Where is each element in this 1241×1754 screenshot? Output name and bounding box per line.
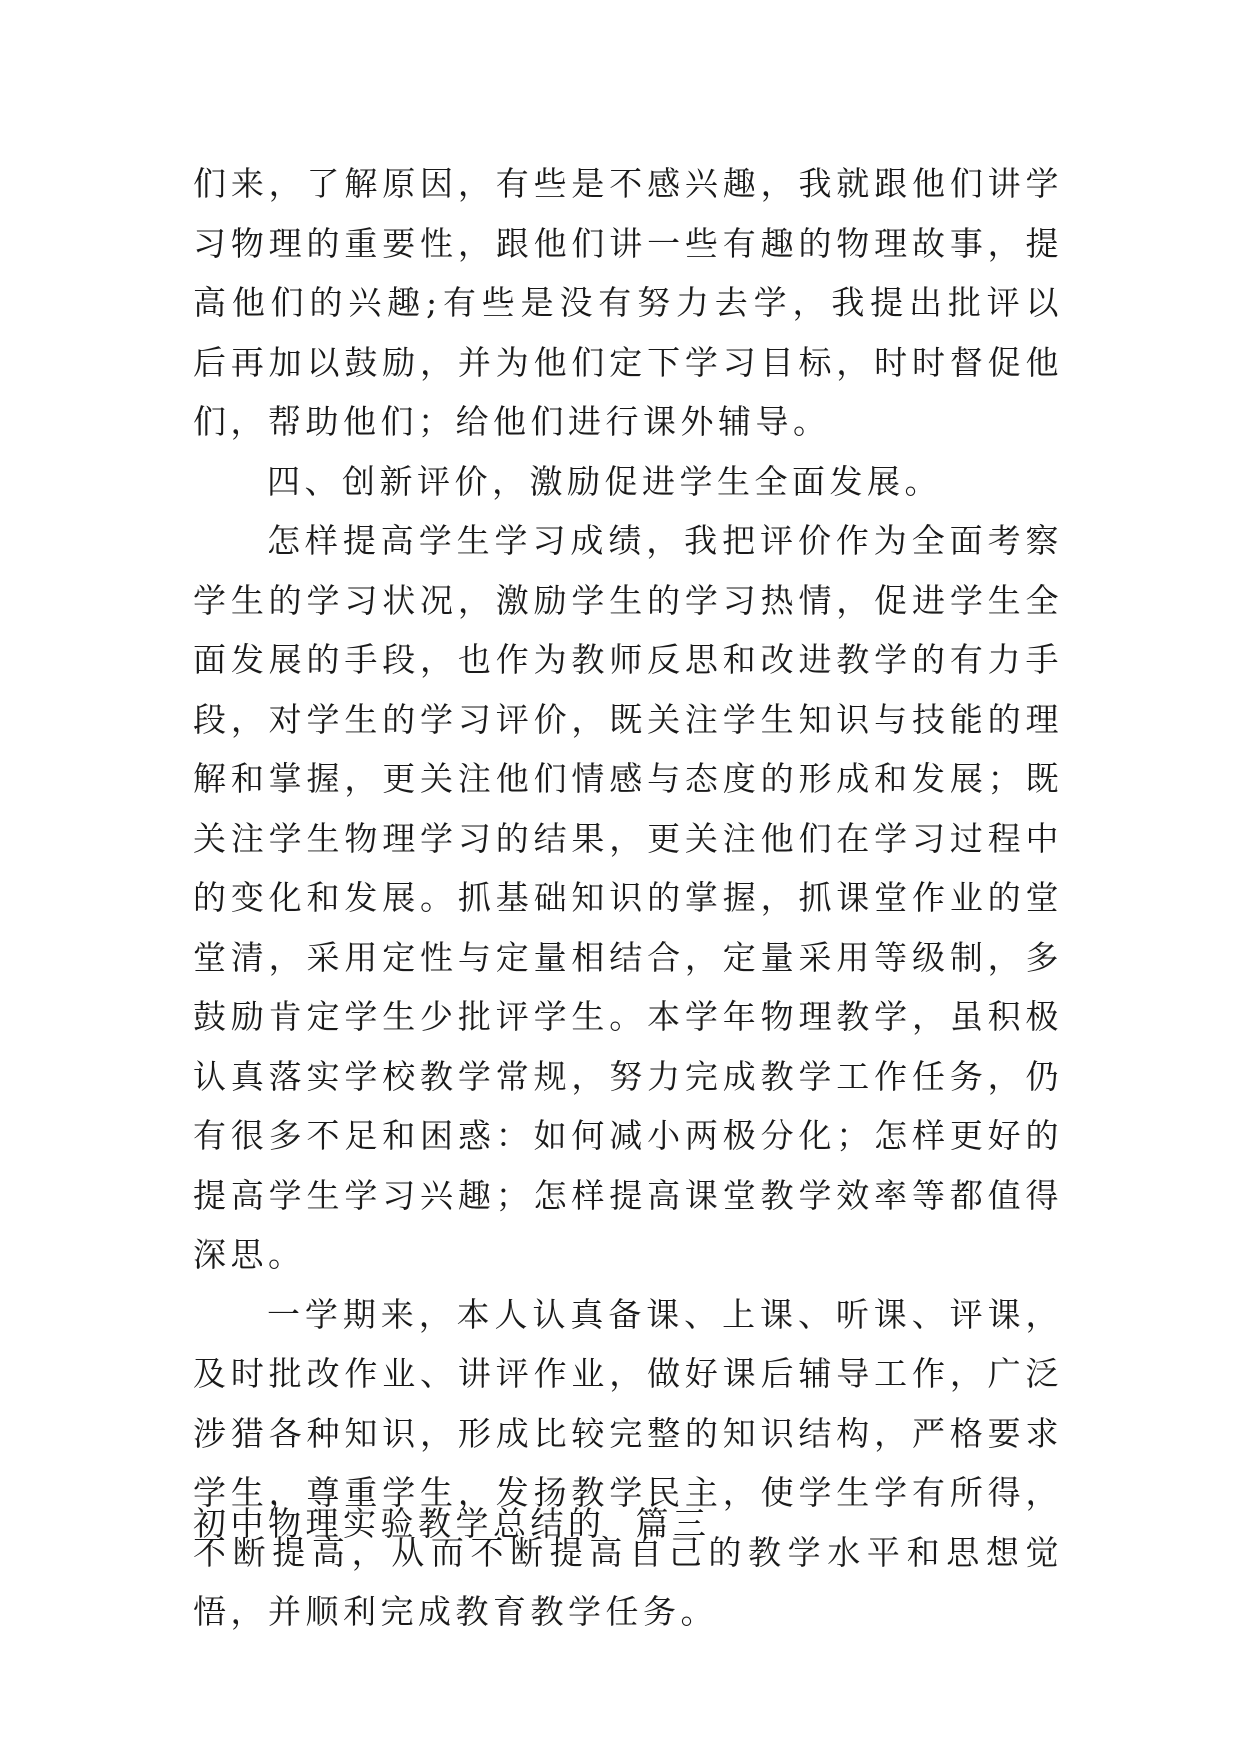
section-four-heading: 四、创新评价，激励促进学生全面发展。 (267, 461, 942, 501)
document-body (193, 154, 1063, 1642)
paragraph-continuation: 们来，了解原因，有些是不感兴趣，我就跟他们讲学习物理的重要性，跟他们讲一些有趣的物理故事，提高他们的兴趣;有些是没有努力去学，我提出批评以后再加以鼓励，并为他们定下学习目标，时时督促他们，帮助他们；给他们进行课外辅导。 (193, 164, 1063, 441)
paragraph-evaluation: 怎样提高学生学习成绩，我把评价作为全面考察学生的学习状况，激励学生的学习热情，促进学生全面发展的手段，也作为教师反思和改进教学的有力手段，对学生的学习评价，既关注学生知识与技能的理解和掌握，更关注他们情感与态度的形成和发展；既关注学生物理学习的结果，更关注他们在学习过程中的变化和发展。抓基础知识的掌握，抓课堂作业的堂堂清，采用定性与定量相结合，定量采用等级制，多鼓励肯定学生少批评学生。本学年物理教学，虽积极认真落实学校教学常规，努力完成教学工作任务，仍有很多不足和困惑：如何减小两极分化；怎样更好的提高学生学习兴趣；怎样提高课堂教学效率等都值得深思。 (193, 521, 1063, 1274)
paragraph-semester-summary: 一学期来，本人认真备课、上课、听课、评课，及时批改作业、讲评作业，做好课后辅导工作，广泛涉猎各种知识，形成比较完整的知识结构，严格要求学生，尊重学生，发扬教学民主，使学生学有所得，不断提高，从而不断提高自己的教学水平和思想觉悟，并顺利完成教育教学任务。 (193, 1294, 1063, 1631)
next-section-title: 初中物理实验教学总结的 篇三 (193, 1504, 711, 1543)
